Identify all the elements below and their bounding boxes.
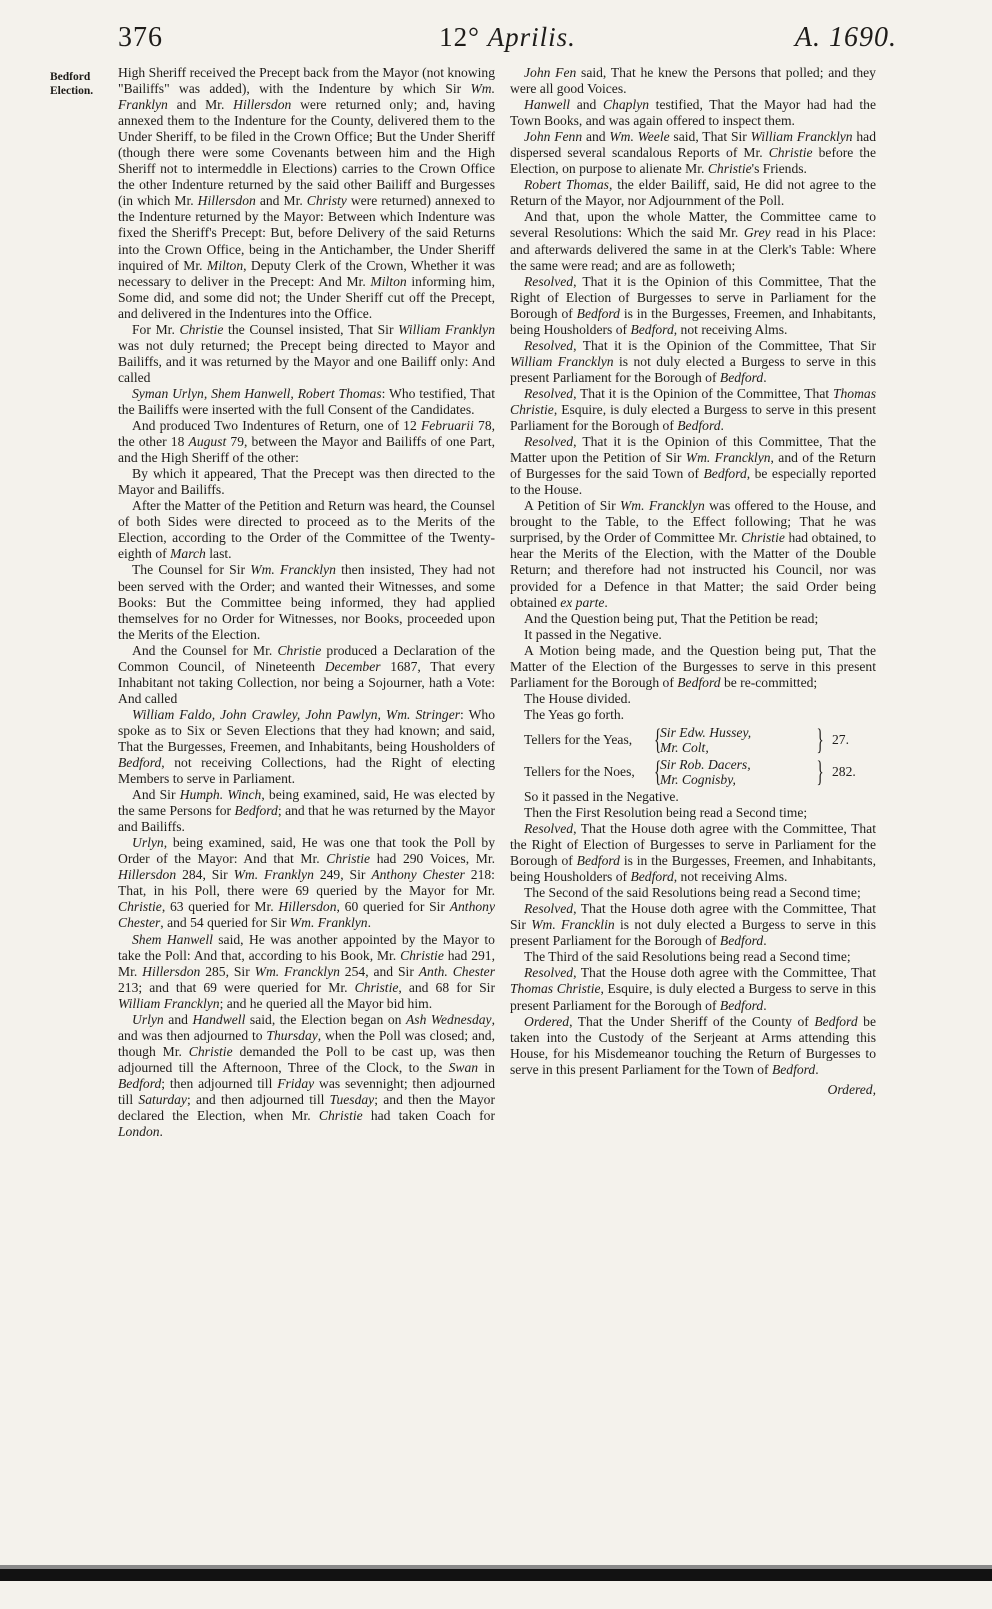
- tellers-label: Tellers for the Yeas,: [524, 731, 633, 747]
- paragraph: The Second of the said Resolutions being read a Second time;: [524, 885, 861, 901]
- date-month: Aprilis.: [487, 22, 576, 52]
- left-column: [118, 65, 495, 1140]
- paragraph: High Sheriff received the Precept back from the Mayor (not knowing "Bailiffs" was added), with the Indenture by which Sir Wm. Franklyn and Mr. Hillersdon were returned only; and, having annexed them to the Indenture for the County, delivered them to the Under Sheriff, to be filed in the Crown Office; But the Under Sheriff (though there were some Covenants between him and the High Sheriff not to intermeddle in Elections) carries to the Crown Office the other Indenture returned by the said other Bailiff and Burgesses (in which Mr. Hillersdon and Mr. Christy were returned) annexed to the Indenture returned by the Mayor: Between which Indenture was fixed the Sheriff's Precept: But, before Delivery of the said Returns into the Crown Office, being in the Antichamber, the Under Sheriff inquired of Mr. Milton, Deputy Clerk of the Crown, Whether it was necessary to deliver in the Precept: And Mr. Milton informing him, Some did, and some did not; the Under Sheriff cut off the Precept, and delivered in the Indentures into the Office.: [118, 65, 495, 321]
- catchword: Ordered,: [827, 1081, 876, 1097]
- paragraph: The Yeas go forth.: [524, 706, 625, 722]
- paragraph: And the Question being put, That the Petition be read;: [524, 610, 819, 626]
- tellers-names: Sir Edw. Hussey, Mr. Colt,: [660, 724, 752, 755]
- paragraph: John Fen said, That he knew the Persons that polled; and they were all good Voices.: [510, 65, 876, 97]
- running-date: [118, 22, 897, 53]
- paragraph: A Petition of Sir Wm. Francklyn was offered to the House, and brought to the Table, to the Effect following; That he was surprised, by the Order of Committee Mr. Christie had obtained, to hear the Merits of the Election, with the Matter of the Double Return; and therefore had not instructed his Council, nor was provided for a Defence in that Matter; the said Order being obtained ex parte.: [510, 498, 876, 610]
- paragraph: For Mr. Christie the Counsel insisted, That Sir William Franklyn was not duly returned; the Precept being directed to Mayor and Bailiffs, and it was returned by the Mayor and one Bailiff only: And called: [118, 321, 495, 385]
- paragraph: So it passed in the Negative.: [524, 788, 679, 804]
- page-header: [118, 22, 897, 62]
- page-number: 376: [118, 22, 163, 53]
- right-brace: }: [816, 754, 824, 788]
- paragraph: William Faldo, John Crawley, John Pawlyn, Wm. Stringer: Who spoke as to Six or Seven Elections that they had known; and said, That the Burgesses, Freemen, and Inhabitants, being Housholders of Bedford, not receiving Collections, had the Right of electing Members to serve in Parliament.: [118, 706, 495, 787]
- paragraph: Resolved, That the House doth agree with the Committee, That Sir Wm. Francklin is not duly elected a Burgess to serve in this present Parliament for the Borough of Bedford.: [510, 901, 876, 949]
- paragraph: Syman Urlyn, Shem Hanwell, Robert Thomas: Who testified, That the Bailiffs were inserted with the full Consent of the Candidates.: [118, 385, 495, 417]
- paragraph: Resolved, That it is the Opinion of this Committee, That the Matter upon the Petition of Sir Wm. Francklyn, and of the Return of Burgesses for the said Town of Bedford, be especially reported to the House.: [510, 434, 876, 498]
- tellers-names: Sir Rob. Dacers, Mr. Cognisby,: [660, 756, 751, 787]
- tellers-row: [510, 722, 876, 756]
- paragraph: Resolved, That it is the Opinion of the Committee, That Thomas Christie, Esquire, is duly elected a Burgess to serve in this present Parliament for the Borough of Bedford.: [510, 385, 876, 434]
- paragraph: The House divided.: [524, 690, 631, 706]
- paragraph: And Sir Humph. Winch, being examined, said, He was elected by the same Persons for Bedford; and that he was returned by the Mayor and Bailiffs.: [118, 787, 495, 835]
- paragraph: Urlyn, being examined, said, He was one that took the Poll by Order of the Mayor: And that Mr. Christie had 290 Voices, Mr. Hillersdon 284, Sir Wm. Franklyn 249, Sir Anthony Chester 218: That, in his Poll, there were 69 queried by the Mayor for Mr. Christie, 63 queried for Mr. Hillersdon, 60 queried for Sir Anthony Chester, and 54 queried for Sir Wm. Franklyn.: [118, 835, 495, 931]
- paragraph: Urlyn and Handwell said, the Election began on Ash Wednesday, and was then adjourned to Thursday, when the Poll was closed; and, though Mr. Christie demanded the Poll to be cast up, was then adjourned till the Afternoon, Three of the Clock, to the Swan in Bedford; then adjourned till Friday was sevennight; then adjourned till Saturday; and then adjourned till Tuesday; and then the Mayor declared the Election, when Mr. Christie had taken Coach for London.: [118, 1011, 495, 1140]
- paragraph: Resolved, That the House doth agree with the Committee, That Thomas Christie, Esquire, is duly elected a Burgess to serve in this present Parliament for the Borough of Bedford.: [510, 965, 876, 1013]
- tellers-label: Tellers for the Noes,: [524, 763, 635, 779]
- paragraph: Resolved, That the House doth agree with the Committee, That the Right of Election of Burgesses to serve in Parliament for the Borough of Bedford is in the Burgesses, Freemen, and Inhabitants, being Housholders of Bedford, not receiving Alms.: [510, 821, 876, 885]
- paragraph: John Fenn and Wm. Weele said, That Sir William Francklyn had dispersed several scandalous Reports of Mr. Christie before the Election, on purpose to alienate Mr. Christie's Friends.: [510, 129, 876, 177]
- paragraph: Hanwell and Chaplyn testified, That the Mayor had had the Town Books, and was again offered to inspect them.: [510, 97, 876, 129]
- right-brace: }: [816, 722, 824, 756]
- paragraph: And produced Two Indentures of Return, one of 12 Februarii 78, the other 18 August 79, between the Mayor and Bailiffs of one Part, and the High Sheriff of the other:: [118, 418, 496, 466]
- paragraph: Robert Thomas, the elder Bailiff, said, He did not agree to the Return of the Mayor, nor Adjournment of the Poll.: [510, 177, 876, 209]
- tellers-row: [510, 754, 876, 788]
- paragraph: Ordered, That the Under Sheriff of the County of Bedford be taken into the Custody of the Serjeant at Arms attending this House, for his Misdemeanor touching the Return of Burgesses to serve in this present Parliament for the Town of Bedford.: [510, 1013, 876, 1077]
- paragraph: Resolved, That it is the Opinion of the Committee, That Sir William Francklyn is not duly elected a Burgess to serve in this present Parliament for the Borough of Bedford.: [510, 337, 876, 385]
- left-brace: {: [654, 722, 662, 756]
- paragraph: Shem Hanwell said, He was another appointed by the Mayor to take the Poll: And that, according to his Book, Mr. Christie had 291, Mr. Hillersdon 285, Sir Wm. Francklyn 254, and Sir Anth. Chester 213; and that 69 were queried for Mr. Christie, and 68 for Sir William Francklyn; and he queried all the Mayor bid him.: [118, 931, 495, 1011]
- date-day: 12°: [439, 22, 480, 52]
- paragraph: And that, upon the whole Matter, the Committee came to several Resolutions: Which the said Mr. Grey read in his Place: and afterwards delivered the same in at the Clerk's Table: Where the same were read; and are as followeth;: [510, 209, 876, 273]
- paragraph: By which it appeared, That the Precept was then directed to the Mayor and Bailiffs.: [118, 466, 495, 498]
- right-column: [510, 65, 876, 1098]
- tellers-block: [510, 722, 876, 788]
- paragraph: The Counsel for Sir Wm. Francklyn then insisted, They had not been served with the Order; and wanted their Witnesses, and some Books: But the Committee being informed, they had applied themselves for no Order for Witnesses, nor Books, proceeded upon the Merits of the Election.: [118, 562, 495, 642]
- vote-count: 27.: [832, 731, 849, 747]
- vote-count: 282.: [832, 763, 856, 779]
- left-brace: {: [654, 754, 662, 788]
- margin-note: Bedford Election.: [50, 71, 94, 97]
- paragraph: It passed in the Negative.: [524, 626, 662, 642]
- right-column-part-b: [510, 789, 876, 1078]
- paragraph: Resolved, That it is the Opinion of this Committee, That the Right of Election of Burgesses to serve in Parliament for the Borough of Bedford is in the Burgesses, Freemen, and Inhabitants, being Housholders of Bedford, not receiving Alms.: [510, 273, 876, 337]
- scan-edge-bar: [0, 1569, 992, 1581]
- paragraph: A Motion being made, and the Question being put, That the Matter of the Election of the Burgesses to serve in this present Parliament for the Borough of Bedford be re-committed;: [510, 642, 876, 690]
- paragraph: The Third of the said Resolutions being read a Second time;: [524, 949, 851, 965]
- paragraph: After the Matter of the Petition and Return was heard, the Counsel of both Sides were directed to proceed as to the Merits of the Election, according to the Order of the Committee of the Twenty-eighth of March last.: [118, 498, 495, 562]
- year: A. 1690.: [794, 22, 897, 53]
- paragraph: Then the First Resolution being read a Second time;: [524, 804, 808, 820]
- right-column-part-a: [510, 65, 876, 723]
- paragraph: And the Counsel for Mr. Christie produced a Declaration of the Common Council, of Nineteenth December 1687, That every Inhabitant not taking Collection, nor being a Sojourner, hath a Vote: And called: [118, 642, 495, 706]
